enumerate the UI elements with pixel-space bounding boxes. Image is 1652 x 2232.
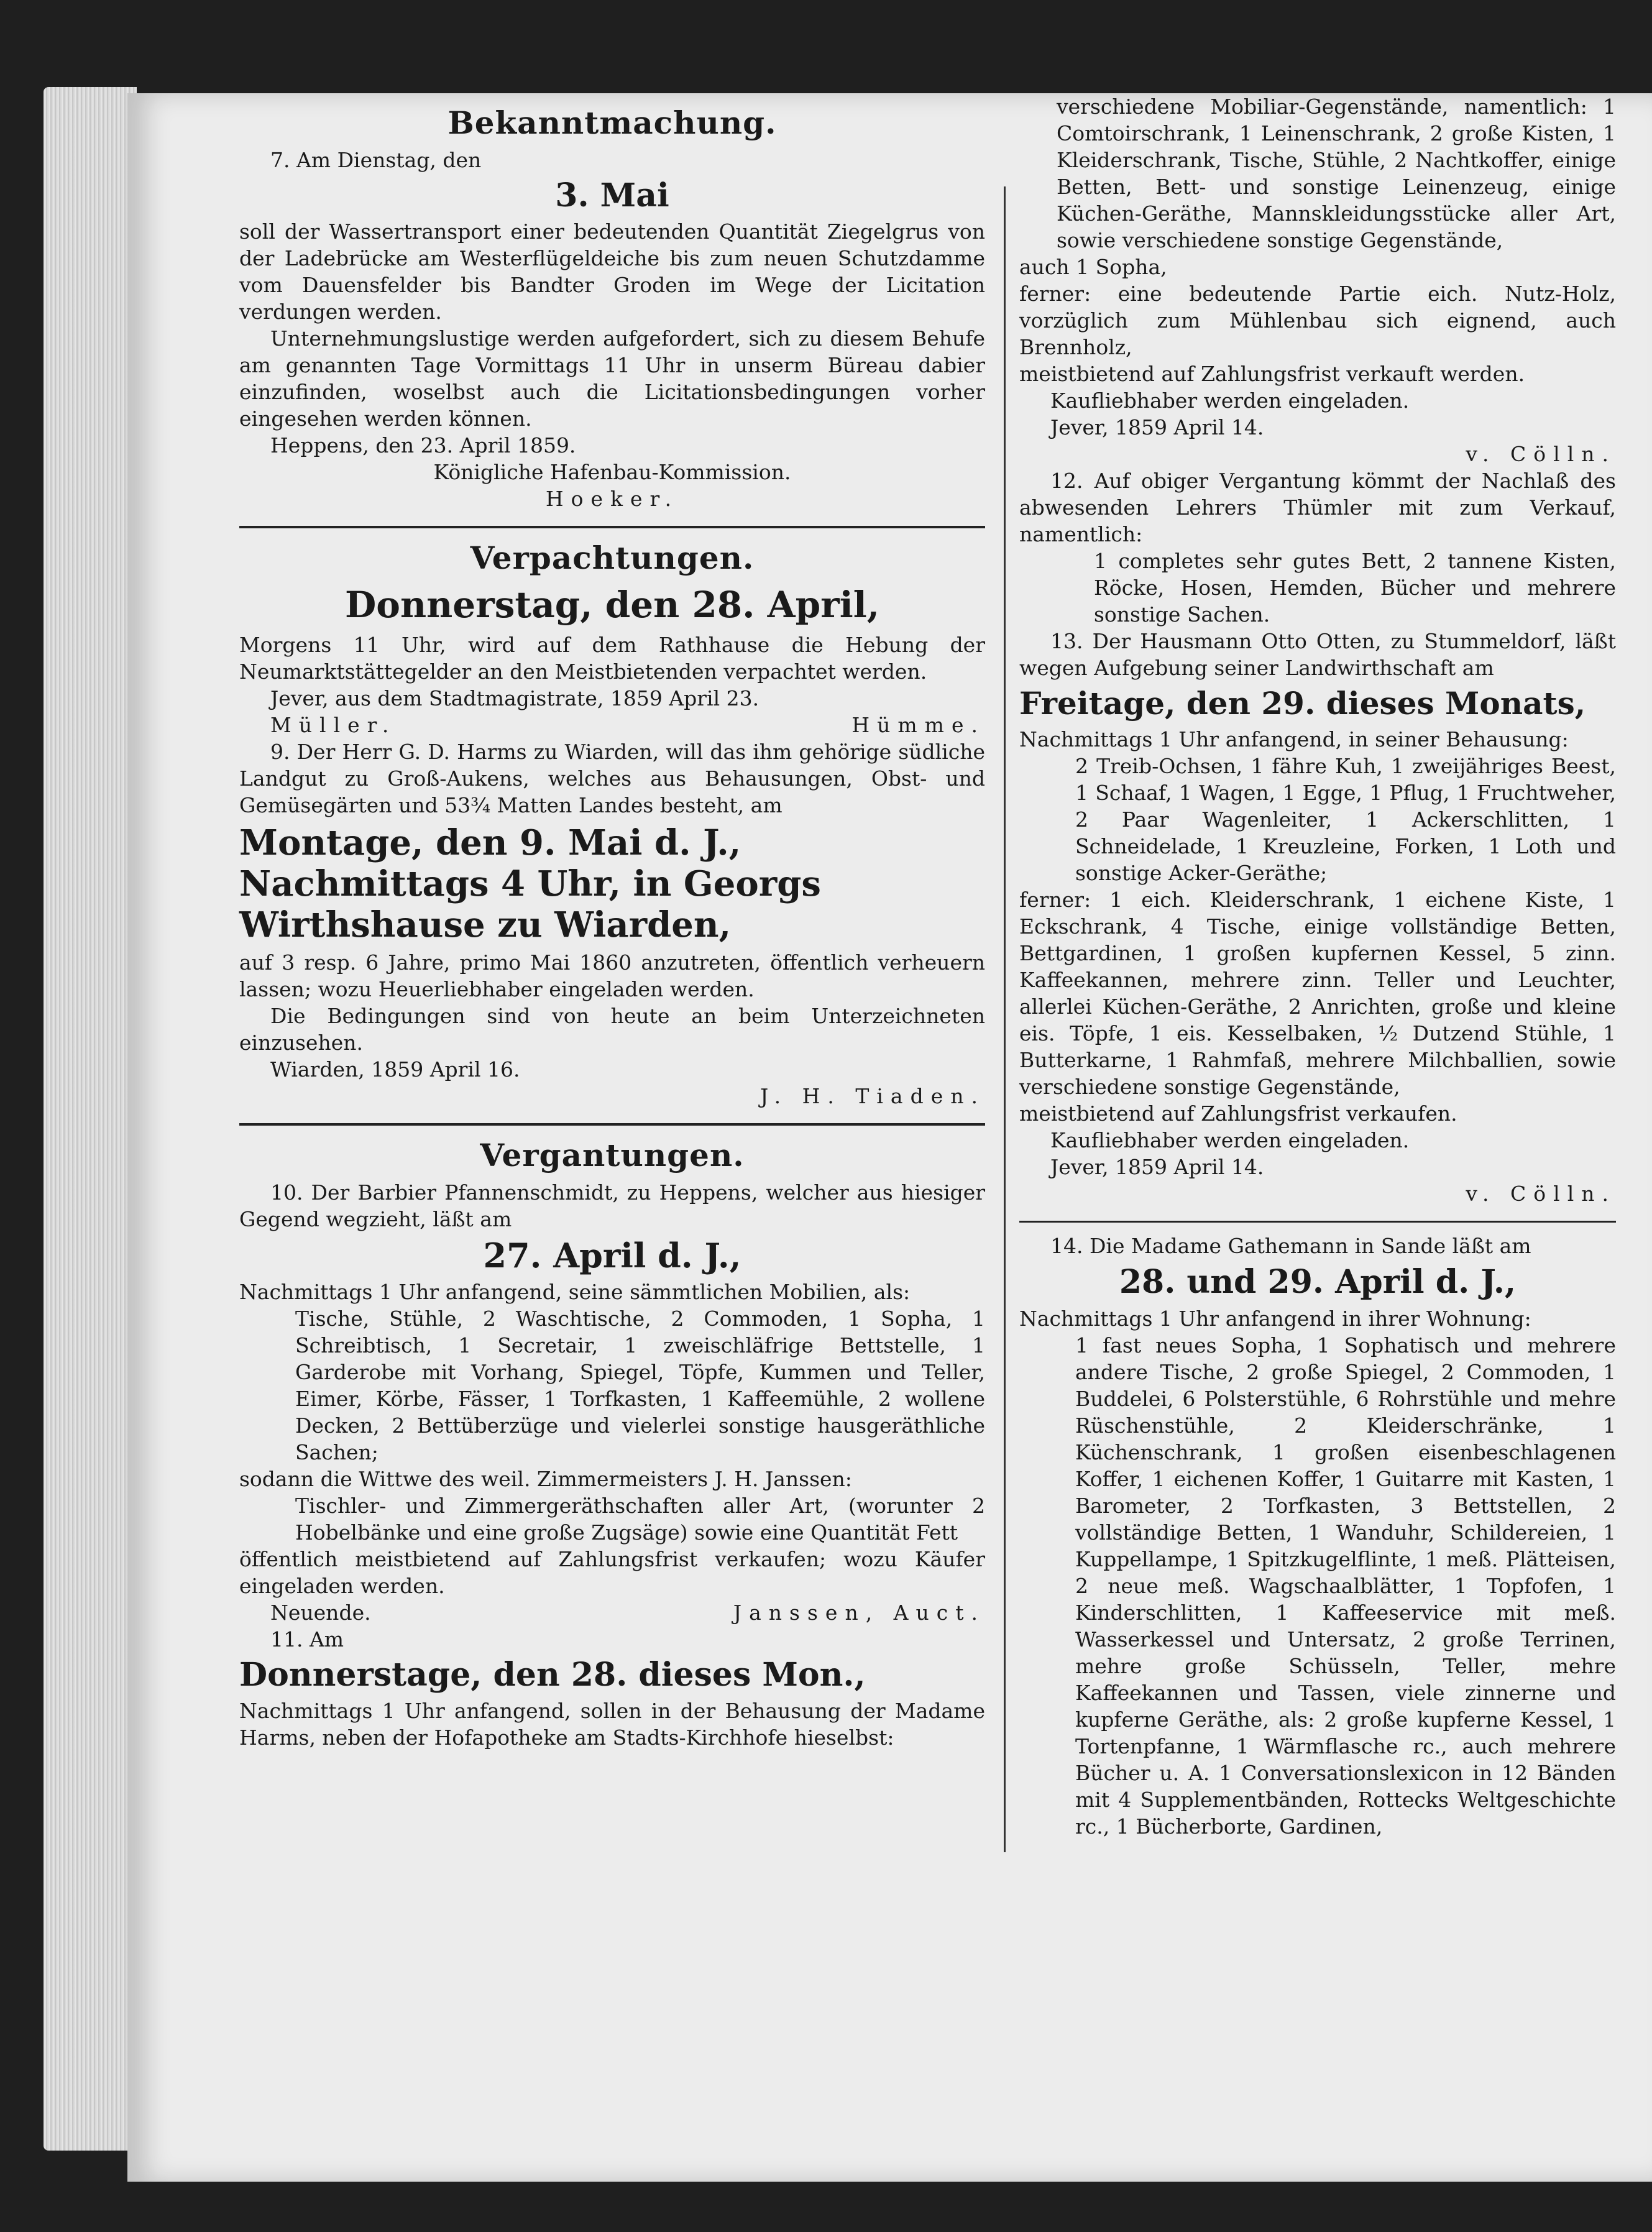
section-rule bbox=[239, 1123, 985, 1126]
heading-bekanntmachung: Bekanntmachung. bbox=[447, 104, 777, 141]
notice-13-invite: Kaufliebhaber werden eingeladen. bbox=[1050, 1128, 1410, 1152]
column-divider bbox=[1004, 186, 1006, 1852]
right-column bbox=[1019, 93, 1616, 1840]
heading-verpachtungen: Verpachtungen. bbox=[470, 540, 755, 576]
notice-14 bbox=[1019, 1233, 1616, 1840]
heading-vergantungen: Vergantungen. bbox=[480, 1137, 745, 1173]
verpachtung-place-date: Jever, aus dem Stadtmagistrate, 1859 April 23. bbox=[270, 686, 759, 710]
notice-11 bbox=[239, 1626, 985, 1751]
verpachtung-body: Morgens 11 Uhr, wird auf dem Rathhause die Hebung der Neumarktstättegelder an den Meistbietenden verpachtet werden. bbox=[239, 633, 985, 684]
notice-10-list2: Tischler- und Zimmergeräthschaften aller Art, (worunter 2 Hobelbänke und eine große Zugsäge) sowie eine Quantität Fett bbox=[295, 1494, 985, 1545]
notice-7-signature: Hoeker. bbox=[545, 487, 679, 511]
notice-10-body: 10. Der Barbier Pfannenschmidt, zu Heppens, welcher aus hiesiger Gegend wegzieht, läßt am bbox=[239, 1180, 985, 1231]
notice-9 bbox=[239, 738, 985, 1109]
notice-7-intro: 7. Am Dienstag, den bbox=[270, 148, 482, 172]
notice-14-body: 14. Die Madame Gathemann in Sande läßt am bbox=[1050, 1234, 1531, 1258]
notice-14-date: 28. und 29. April d. J., bbox=[1119, 1263, 1517, 1301]
notice-7-body2: Unternehmungslustige werden aufgefordert, sich zu diesem Behufe am genannten Tage Vormittags 11 Uhr in unserm Büreau dabier einzufinden, woselbst auch die Licitationsbedingungen vorher eingesehen werden können. bbox=[239, 326, 985, 431]
notice-7-body: soll der Wassertransport einer bedeutenden Quantität Ziegelgrus von der Ladebrücke am Westerflügeldeiche bis zum neuen Schutzdamme vom Dauensfelder bis Bandter Groden im Wege der Licitation verdungen werden. bbox=[239, 219, 985, 324]
notice-11-intro: 11. Am bbox=[270, 1627, 344, 1651]
notice-13 bbox=[1019, 628, 1616, 1207]
notice-11-ferner: ferner: eine bedeutende Partie eich. Nutz-Holz, vorzüglich zum Mühlenbau sich eignend, auch Brennholz, bbox=[1019, 282, 1616, 359]
book-page-edges bbox=[44, 87, 137, 2151]
notice-11-continued bbox=[1019, 93, 1616, 467]
notice-13-signature: v. Cölln. bbox=[1466, 1182, 1616, 1206]
notice-13-sale: meistbietend auf Zahlungsfrist verkaufen. bbox=[1019, 1101, 1457, 1126]
verpachtung-date: Donnerstag, den 28. April, bbox=[344, 584, 880, 626]
notice-10-body3: sodann die Wittwe des weil. Zimmermeisters J. H. Janssen: bbox=[239, 1467, 852, 1491]
signature-huemme: Hümme. bbox=[851, 713, 985, 737]
notice-13-date: Freitage, den 29. dieses Monats, bbox=[1019, 685, 1586, 722]
notice-11-also: auch 1 Sopha, bbox=[1019, 255, 1167, 279]
notice-7-place-date: Heppens, den 23. April 1859. bbox=[270, 433, 576, 457]
notice-11-place-date: Jever, 1859 April 14. bbox=[1050, 415, 1264, 439]
notice-12-list: 1 completes sehr gutes Bett, 2 tannene Kisten, Röcke, Hosen, Hemden, Bücher und mehrere sonstige Sachen. bbox=[1094, 549, 1616, 627]
left-column bbox=[239, 99, 985, 1751]
notice-13-ferner: ferner: 1 eich. Kleiderschrank, 1 eichene Kiste, 1 Eckschrank, 4 Tische, einige vollständige Betten, Bettgardinen, 1 großen kupfernen Kessel, 5 zinn. Kaffeekannen, mehrere zinn. Teller und Leuchter, allerlei Küchen-Geräthe, 2 Anrichten, große und kleine eis. Töpfe, 1 eis. Kesselbaken, ½ Dutzend Stühle, 1 Butterkarne, 1 Rahmfaß, mehrere Milchballien, sowie verschiedene sonstige Gegenstände, bbox=[1019, 888, 1616, 1099]
notice-12-body: 12. Auf obiger Vergantung kömmt der Nachlaß des abwesenden Lehrers Thümler mit zum Verkauf, namentlich: bbox=[1019, 469, 1616, 546]
notice-10-signature: Janssen, Auct. bbox=[733, 1601, 985, 1625]
notice-10-body2: Nachmittags 1 Uhr anfangend, seine sämmtlichen Mobilien, als: bbox=[239, 1280, 911, 1304]
notice-12 bbox=[1019, 467, 1616, 628]
notice-9-big: Montage, den 9. Mai d. J., Nachmittags 4 Uhr, in Georgs Wirthshause zu Wiarden, bbox=[239, 822, 821, 945]
notice-11-invite: Kaufliebhaber werden eingeladen. bbox=[1050, 388, 1410, 413]
notice-9-signature: J. H. Tiaden. bbox=[759, 1084, 985, 1108]
notice-11-body: Nachmittags 1 Uhr anfangend, sollen in der Behausung der Madame Harms, neben der Hofapotheke am Stadts-Kirchhofe hieselbst: bbox=[239, 1699, 985, 1750]
signature-mueller: Müller. bbox=[270, 713, 397, 737]
verpachtung-signatures bbox=[239, 712, 985, 738]
notice-14-body2: Nachmittags 1 Uhr anfangend in ihrer Wohnung: bbox=[1019, 1307, 1531, 1331]
notice-13-list: 2 Treib-Ochsen, 1 fähre Kuh, 1 zweijähriges Beest, 1 Schaaf, 1 Wagen, 1 Egge, 1 Pflug, 1 Fruchtweher, 2 Paar Wagenleiter, 1 Ackerschlitten, 1 Schneidelade, 1 Kreuzleine, Forken, 1 Loth und sonstige Acker-Geräthe; bbox=[1075, 754, 1616, 885]
notice-10-place: Neuende. bbox=[270, 1601, 371, 1625]
notice-9-body: 9. Der Herr G. D. Harms zu Wiarden, will das ihm gehörige südliche Landgut zu Groß-Aukens, welches aus Behausungen, Obst- und Gemüsegärten und 53¾ Matten Landes besteht, am bbox=[239, 740, 985, 817]
notice-7-authority: Königliche Hafenbau-Kommission. bbox=[433, 460, 791, 484]
notice-7-date: 3. Mai bbox=[555, 177, 669, 214]
notice-11-sale: meistbietend auf Zahlungsfrist verkauft werden. bbox=[1019, 362, 1525, 386]
notice-11-list: verschiedene Mobiliar-Gegenstände, namentlich: 1 Comtoirschrank, 1 Leinenschrank, 2 große Kisten, 1 Kleiderschrank, Tische, Stühle, 2 Nachtkoffer, einige Betten, Bett- und sonstige Leinenzeug, einige Küchen-Geräthe, Mannskleidungsstücke aller Art, sowie verschiedene sonstige Gegenstände, bbox=[1057, 94, 1616, 252]
notice-10-signatures bbox=[239, 1599, 985, 1626]
notice-10-date: 27. April d. J., bbox=[483, 1236, 741, 1275]
notice-9-place-date: Wiarden, 1859 April 16. bbox=[270, 1057, 520, 1082]
notice-10-list: Tische, Stühle, 2 Waschtische, 2 Commoden, 1 Sopha, 1 Schreibtisch, 1 Secretair, 1 zweischläfrige Bettstelle, 1 Garderobe mit Vorhang, Spiegel, Töpfe, Kummen und Teller, Eimer, Körbe, Fässer, 1 Torfkasten, 1 Kaffeemühle, 2 wollene Decken, 2 Bettüberzüge und vielerlei sonstige hausgeräthliche Sachen; bbox=[295, 1307, 985, 1464]
notice-10-body4: öffentlich meistbietend auf Zahlungsfrist verkaufen; wozu Käufer eingeladen werden. bbox=[239, 1547, 985, 1598]
section-vergantungen bbox=[239, 1136, 985, 1626]
notice-11-date: Donnerstage, den 28. dieses Mon., bbox=[239, 1656, 866, 1694]
section-rule bbox=[239, 526, 985, 528]
section-verpachtungen bbox=[239, 538, 985, 738]
notice-9-body2: auf 3 resp. 6 Jahre, primo Mai 1860 anzutreten, öffentlich verheuern lassen; wozu Heuerliebhaber eingeladen werden. bbox=[239, 950, 985, 1001]
notice-13-body2: Nachmittags 1 Uhr anfangend, in seiner Behausung: bbox=[1019, 727, 1569, 751]
notice-11-signature: v. Cölln. bbox=[1466, 442, 1616, 466]
notice-14-list: 1 fast neues Sopha, 1 Sophatisch und mehrere andere Tische, 2 große Spiegel, 2 Commoden, 1 Buddelei, 6 Polsterstühle, 6 Rohrstühle und mehre Rüschenstühle, 2 Kleiderschränke, 1 Küchenschrank, 1 großen eisenbeschlagenen Koffer, 1 eichenen Koffer, 1 Guitarre mit Kasten, 1 Barometer, 2 Torfkasten, 3 Bettstellen, 2 vollständige Betten, 1 Wanduhr, Schildereien, 1 Kuppellampe, 1 Spitzkugelflinte, 1 meß. Plätteisen, 2 neue meß. Wagschaalblätter, 1 Topfofen, 1 Kinderschlitten, 1 Kaffeeservice mit meß. Wasserkessel und Untersatz, 2 große Terrinen, mehre große Schüsseln, Teller, mehre Kaffeekannen und Tassen, viele zinnerne und kupferne Geräthe, als: 2 große kupferne Kessel, 1 Tortenpfanne, 1 Wärmflasche rc., auch mehrere Bücher u. A. 1 Conversationslexicon in 12 Bänden mit 4 Supplementbänden, Rottecks Weltgeschichte rc., 1 Bücherborte, Gardinen, bbox=[1075, 1333, 1616, 1839]
notice-13-body: 13. Der Hausmann Otto Otten, zu Stummeldorf, läßt wegen Aufgebung seiner Landwirthschaft am bbox=[1019, 629, 1616, 680]
section-bekanntmachung bbox=[239, 103, 985, 512]
notice-9-body3: Die Bedingungen sind von heute an beim Unterzeichneten einzusehen. bbox=[239, 1004, 985, 1055]
section-rule bbox=[1019, 1221, 1616, 1223]
notice-13-place-date: Jever, 1859 April 14. bbox=[1050, 1155, 1264, 1179]
